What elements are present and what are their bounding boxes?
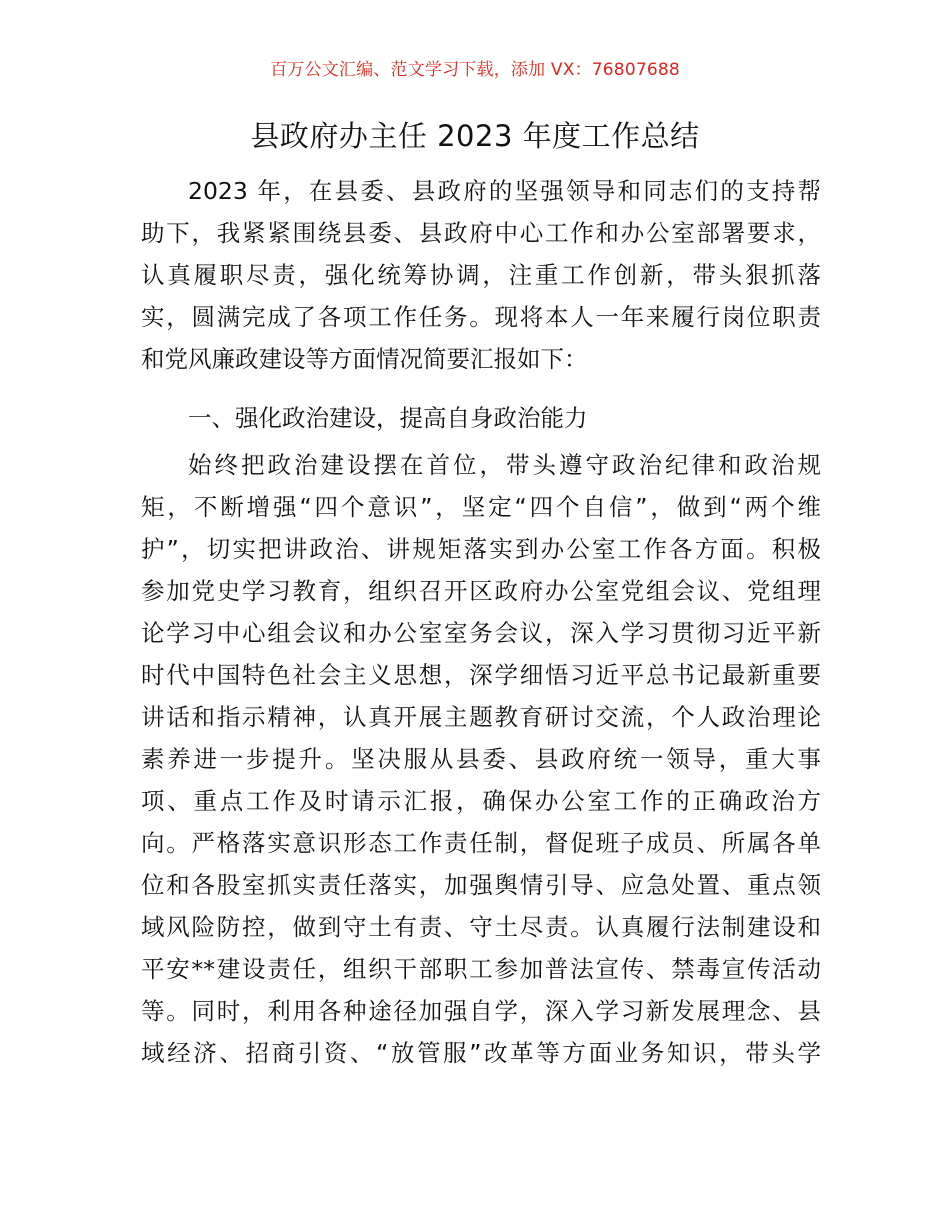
- paragraph-line: 平安**建设责任，组织干部职工参加普法宣传、禁毒宣传活动: [141, 955, 821, 983]
- section-paragraph: [141, 444, 821, 1074]
- paragraph-line: 域风险防控，做到守土有责、守土尽责。认真履行法制建设和: [141, 913, 821, 941]
- paragraph-line: 实，圆满完成了各项工作任务。现将本人一年来履行岗位职责: [141, 303, 821, 331]
- paragraph-line: 向。严格落实意识形态工作责任制，督促班子成员、所属各单: [141, 829, 821, 857]
- intro-paragraph: [141, 170, 821, 380]
- paragraph-line: 项、重点工作及时请示汇报，确保办公室工作的正确政治方: [141, 787, 821, 815]
- paragraph-line: 位和各股室抓实责任落实，加强舆情引导、应急处置、重点领: [141, 871, 821, 899]
- paragraph-line: 等。同时，利用各种途径加强自学，深入学习新发展理念、县: [141, 997, 821, 1025]
- section-heading-text: 一、强化政治建设，提高自身政治能力: [188, 404, 588, 432]
- paragraph-line: 域经济、招商引资、“放管服”改革等方面业务知识，带头学: [141, 1039, 821, 1067]
- paragraph-line: 时代中国特色社会主义思想，深学细悟习近平总书记最新重要: [141, 661, 821, 689]
- paragraph-line: 素养进一步提升。坚决服从县委、县政府统一领导，重大事: [141, 745, 821, 773]
- paragraph-line: 2023 年，在县委、县政府的坚强领导和同志们的支持帮: [188, 177, 821, 205]
- promo-banner: 百万公文汇编、范文学习下载，添加 VX：76807688: [270, 60, 680, 80]
- paragraph-line: 参加党史学习教育，组织召开区政府办公室党组会议、党组理: [141, 577, 821, 605]
- paragraph-line: 和党风廉政建设等方面情况简要汇报如下：: [141, 345, 588, 373]
- paragraph-line: 助下，我紧紧围绕县委、县政府中心工作和办公室部署要求，: [141, 219, 821, 247]
- section-heading: [141, 397, 821, 439]
- document-title: 县政府办主任 2023 年度工作总结: [250, 119, 700, 153]
- paragraph-line: 矩，不断增强“四个意识”，坚定“四个自信”，做到“两个维: [141, 493, 821, 521]
- paragraph-line: 讲话和指示精神，认真开展主题教育研讨交流，个人政治理论: [141, 703, 821, 731]
- paragraph-line: 始终把政治建设摆在首位，带头遵守政治纪律和政治规: [188, 451, 821, 479]
- paragraph-line: 护”，切实把讲政治、讲规矩落实到办公室工作各方面。积极: [141, 535, 821, 563]
- paragraph-line: 认真履职尽责，强化统筹协调，注重工作创新，带头狠抓落: [141, 261, 821, 289]
- paragraph-line: 论学习中心组会议和办公室室务会议，深入学习贯彻习近平新: [141, 619, 821, 647]
